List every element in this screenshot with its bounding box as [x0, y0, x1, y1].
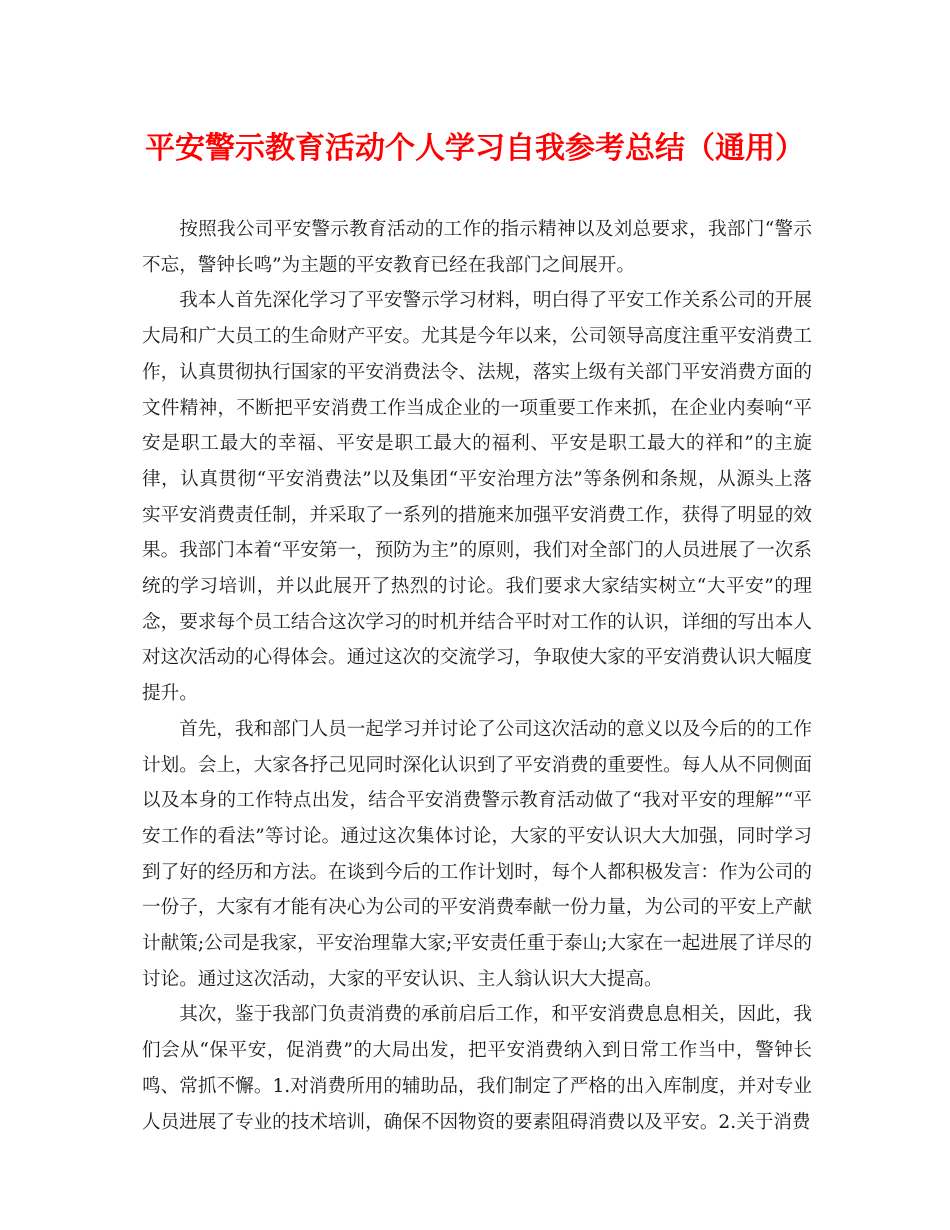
- paragraph-4: 其次，鉴于我部门负责消费的承前启后工作，和平安消费息息相关，因此，我们会从“保平安，促消费”的大局出发，把平安消费纳入到日常工作当中，警钟长鸣、常抓不懈。1.对消费所用的辅助品，我们制定了严格的出入库制度，并对专业人员进展了专业的技术培训，确保不因物资的要素阻碍消费以及平安。2.关于消费: [142, 1004, 812, 1133]
- paragraph-2: 我本人首先深化学习了平安警示学习材料，明白得了平安工作关系公司的开展大局和广大员工的生命财产平安。尤其是今年以来，公司领导高度注重平安消费工作，认真贯彻执行国家的平安消费法令、法规，落实上级有关部门平安消费方面的文件精神，不断把平安消费工作当成企业的一项重要工作来抓，在企业内奏响“平安是职工最大的幸福、平安是职工最大的福利、平安是职工最大的祥和”的主旋律，认真贯彻“平安消费法”以及集团“平安治理方法”等条例和条规，从源头上落实平安消费责任制，并采取了一系列的措施来加强平安消费工作，获得了明显的效果。我部门本着“平安第一，预防为主”的原则，我们对全部门的人员进展了一次系统的学习培训，并以此展开了热烈的讨论。我们要求大家结实树立“大平安”的理念，要求每个员工结合这次学习的时机并结合平时对工作的认识，详细的写出本人对这次活动的心得体会。通过这次的交流学习，争取使大家的平安消费认识大幅度提升。: [142, 290, 812, 705]
- document-body: [142, 212, 812, 1140]
- paragraph-3: 首先，我和部门人员一起学习并讨论了公司这次活动的意义以及今后的的工作计划。会上，大家各抒己见同时深化认识到了平安消费的重要性。每人从不同侧面以及本身的工作特点出发，结合平安消费警示教育活动做了“我对平安的理解”“平安工作的看法”等讨论。通过这次集体讨论，大家的平安认识大大加强，同时学习到了好的经历和方法。在谈到今后的工作计划时，每个人都积极发言：作为公司的一份子，大家有才能有决心为公司的平安消费奉献一份力量，为公司的平安上产献计献策;公司是我家，平安治理靠大家;平安责任重于泰山;大家在一起进展了详尽的讨论。通过这次活动，大家的平安认识、主人翁认识大大提高。: [142, 718, 812, 990]
- paragraph-1: 按照我公司平安警示教育活动的工作的指示精神以及刘总要求，我部门“警示不忘，警钟长鸣”为主题的平安教育已经在我部门之间展开。: [142, 219, 812, 276]
- document-title: 平安警示教育活动个人学习自我参考总结（通用）: [145, 131, 805, 166]
